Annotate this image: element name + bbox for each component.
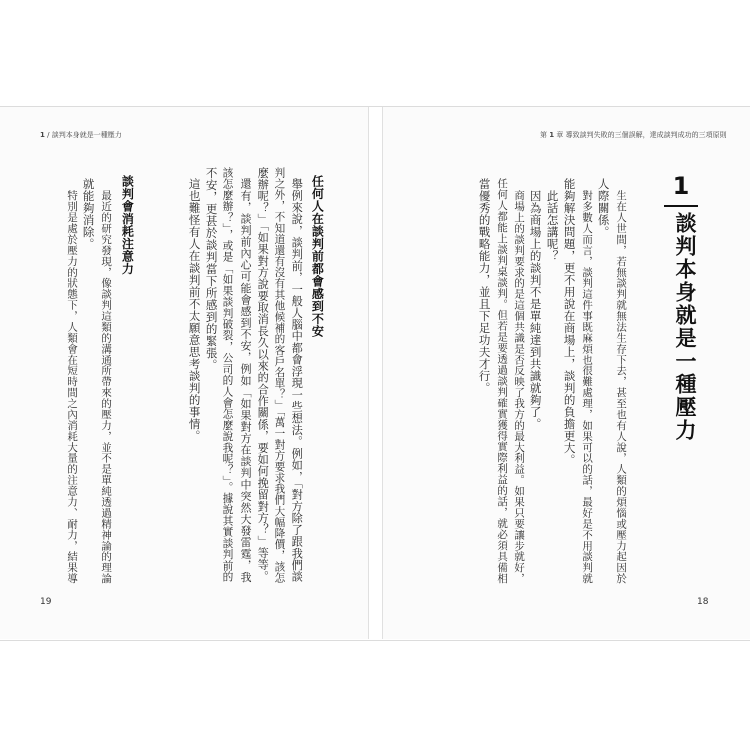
right-running-prefix: 第 (540, 131, 547, 139)
chapter-number: 1 (672, 172, 690, 200)
body-column: 最近的研究發現，像談判這類的溝通所帶來的壓力，並不是單純透過精神論的理論 (99, 190, 112, 584)
right-running-title: 導致談判失敗的三個誤解，達成談判成功的三項原則 (565, 131, 727, 139)
chapter-number-underline (664, 205, 698, 207)
body-column: 對多數人而言，談判這件事既麻煩也很難處理，如果可以的話，最好是不用談判就 (580, 190, 593, 584)
right-running-head (540, 130, 727, 140)
body-column: 還有，談判前內心可能會感到不安，例如「如果對方在談判中突然大發雷霆，我 (239, 178, 253, 583)
left-running-head (40, 130, 122, 140)
section-heading-anxiety: 任何人在談判前都會感到不安 (310, 175, 325, 338)
body-column: 此話怎講呢？ (545, 190, 560, 262)
left-running-separator: / (47, 131, 50, 139)
right-running-suffix: 章 (556, 131, 564, 139)
body-column: 特別是處於壓力的狀態下，人類會在短時間之內消耗大量的注意力、耐力，結果導 (65, 190, 78, 584)
body-column: 生在人世間，若無談判就無法生存下去，甚至也有人說，人類的煩惱或壓力起因於 (614, 190, 627, 584)
body-column: 麼辦呢？」「如果對方說要取消長久以來的合作關係，要如何挽留對方？」等等。 (256, 167, 270, 583)
body-column: 人際關係。 (596, 178, 611, 238)
body-column: 當優秀的戰略能力，並且下足功夫才行。 (477, 178, 492, 394)
spread-bottom-edge (0, 640, 750, 641)
section-heading-attention: 談判會消耗注意力 (120, 175, 135, 275)
left-running-chapter: 1 (40, 131, 45, 139)
body-column: 任何人都能上談判桌談判。但若是要透過談判確實獲得實際利益的話，就必須具備相 (495, 178, 508, 584)
right-running-chapter: 1 (549, 131, 555, 139)
body-column: 這也難怪有人在談判前不太願意思考談判的事情。 (187, 178, 202, 442)
left-running-title: 談判本身就是一種壓力 (51, 131, 122, 139)
chapter-title: 談判本身就是一種壓力 (673, 212, 697, 442)
body-column: 判之外，不知道還有沒有其他候補的客戶名單？」「萬一對方要求我們大幅降價，該怎 (273, 167, 286, 584)
left-page-number: 19 (40, 597, 52, 607)
body-column: 就能夠消除。 (81, 178, 96, 250)
body-column: 商場上的談判要求的是這個共識是否反映了我方的最大利益。如果只要讓步就好， (512, 190, 525, 584)
body-column: 舉例來說，談判前，一般人腦中都會浮現一些想法。例如，「對方除了跟我們談 (290, 178, 304, 583)
body-column: 因為商場上的談判不是單純達到共識就夠了。 (528, 190, 543, 430)
body-column: 能夠解決問題，更不用說在商場上，談判的負擔更大。 (562, 178, 577, 466)
body-column: 不安，更甚於談判當下所感到的緊張。 (204, 167, 219, 371)
body-column: 該怎麼辦？」，或是「如果談判破裂，公司的人會怎麼說我呢？」。據說其實談判前的 (221, 167, 235, 583)
right-page-number: 18 (697, 597, 709, 607)
